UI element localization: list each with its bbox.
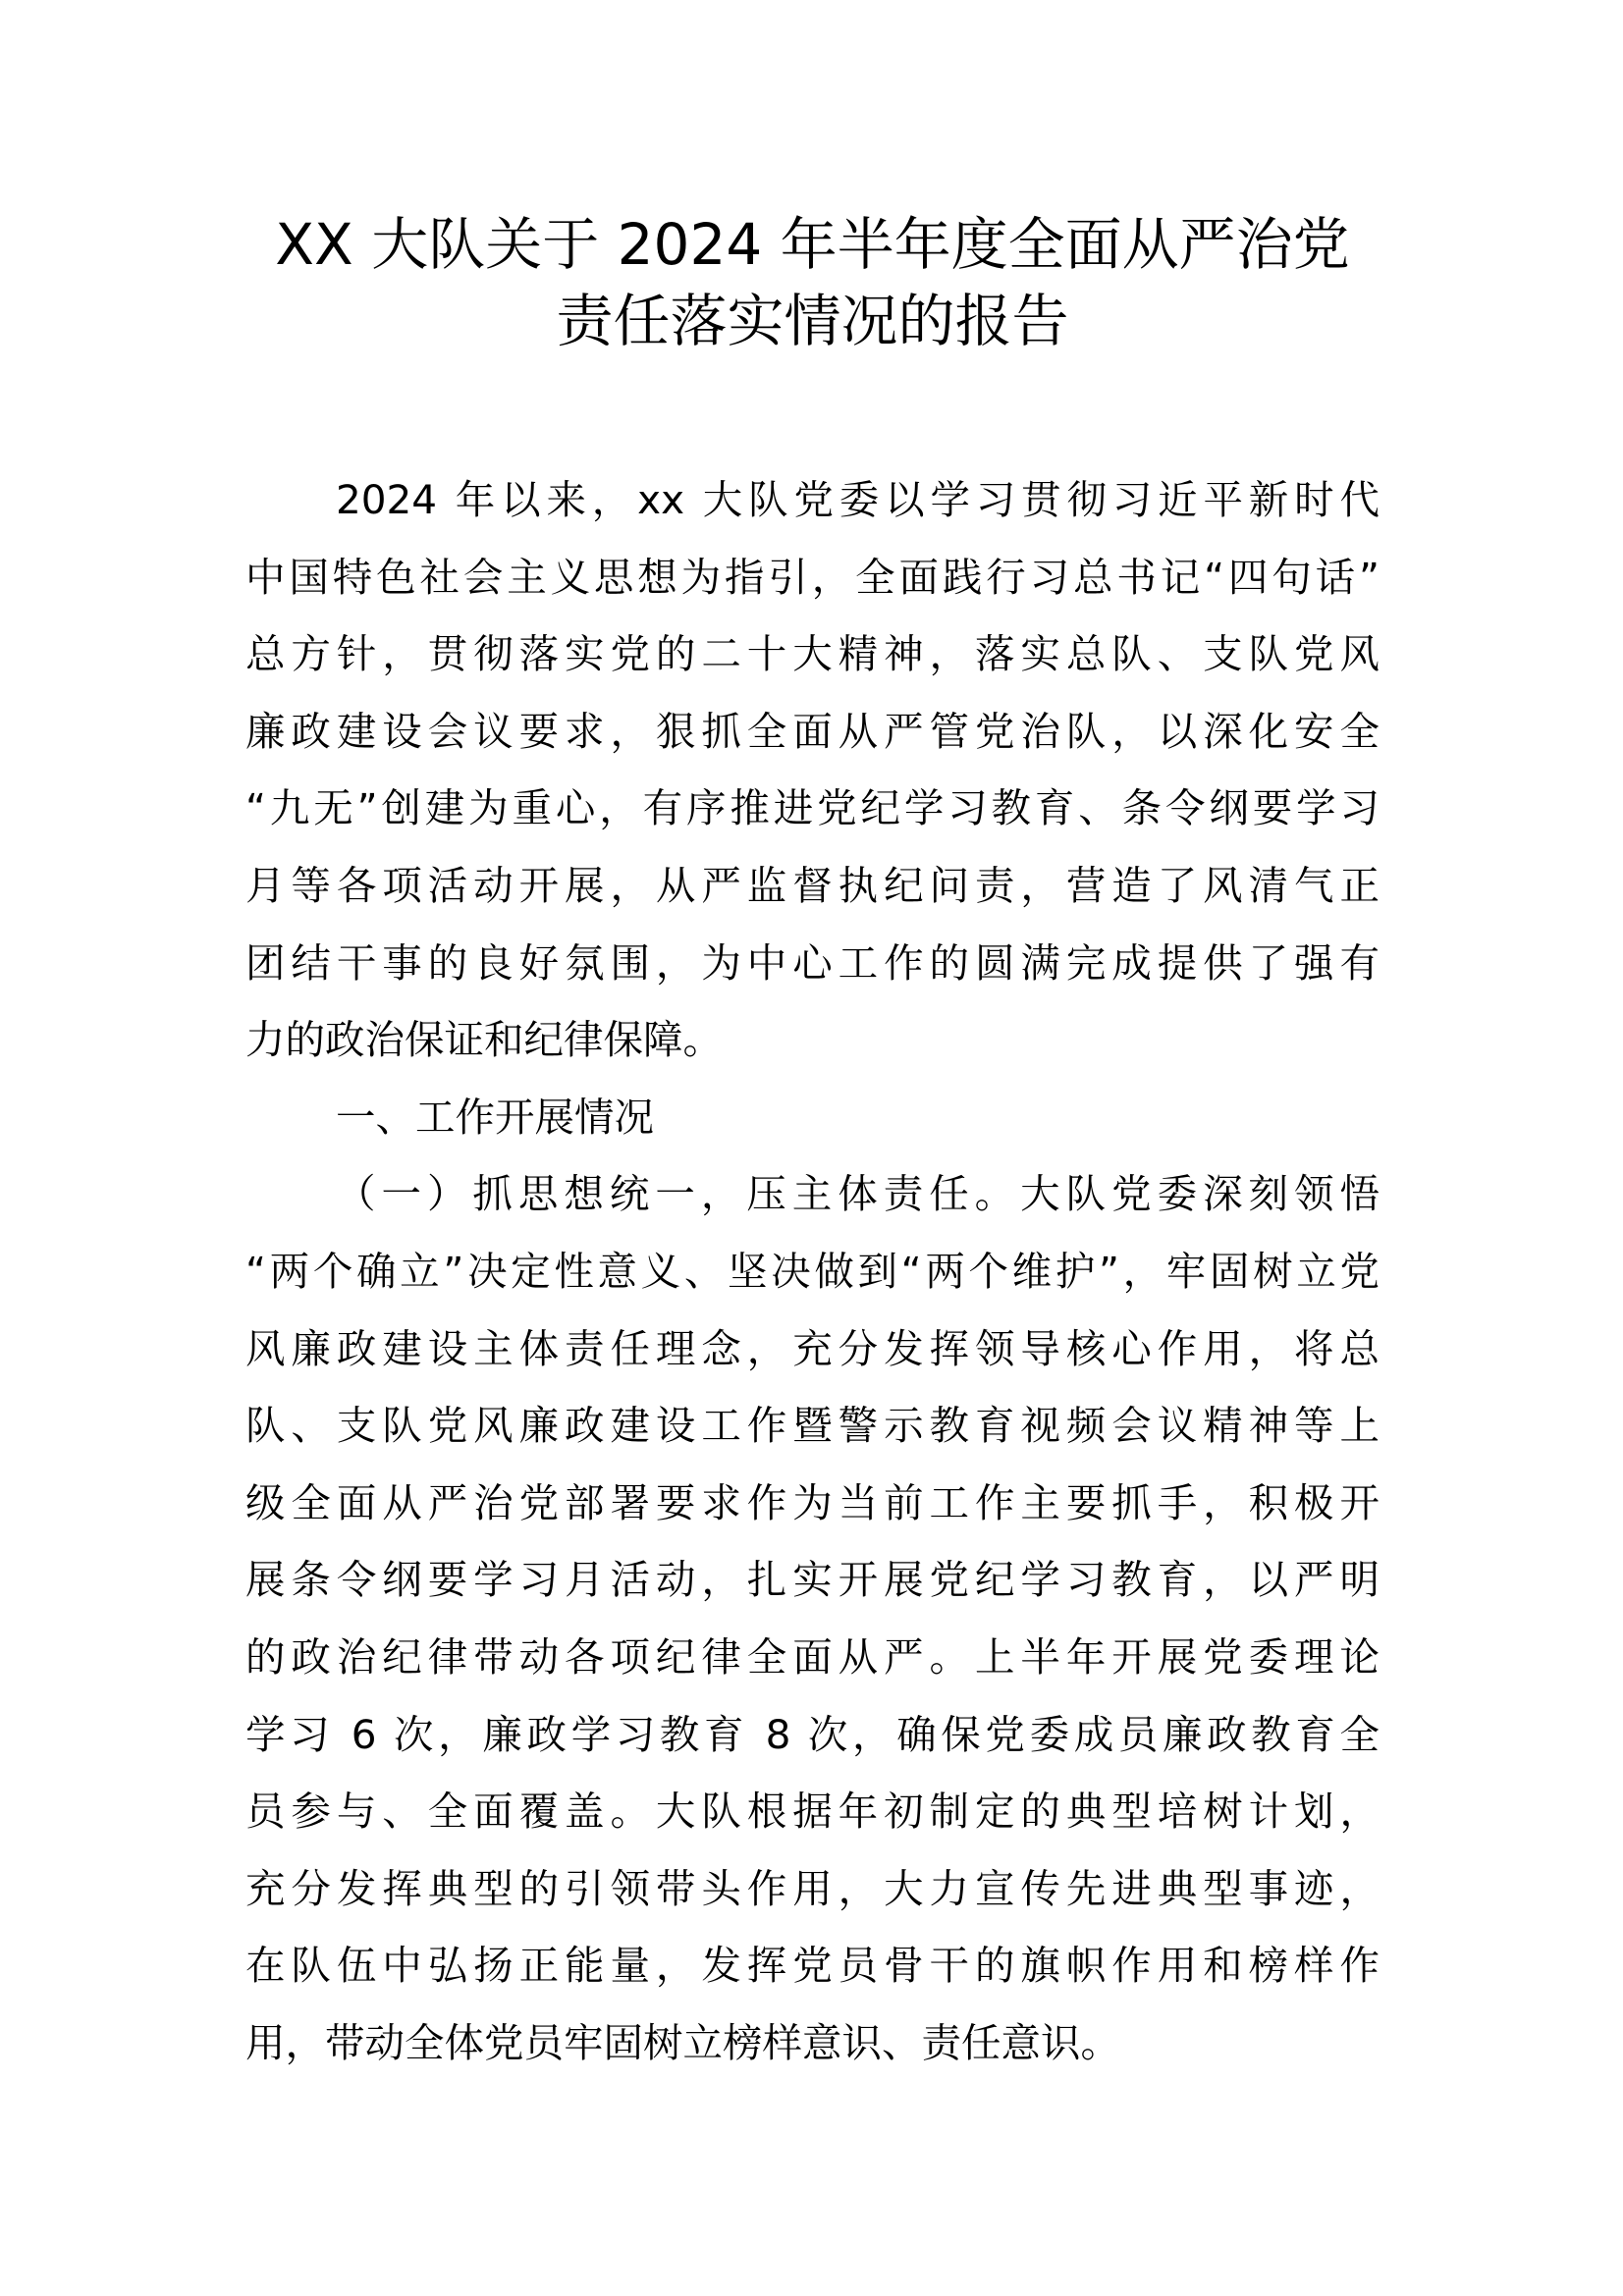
text-line: 团结干事的良好氛围，为中心工作的圆满完成提供了强有 [245,938,1380,987]
text-line: 队、支队党风廉政建设工作暨警示教育视频会议精神等上 [245,1402,1380,1450]
title-line-2: 责任落实情况的报告 [556,288,1069,354]
text-line: 在队伍中弘扬正能量，发挥党员骨干的旗帜作用和榜样作 [245,1942,1380,1990]
text-line: 中国特色社会主义思想为指引，全面践行习总书记“四句话” [245,553,1380,601]
document-title [245,206,1380,359]
text-line: 充分发挥典型的引领带头作用，大力宣传先进典型事迹， [245,1864,1380,1912]
text-line: “两个确立”决定性意义、坚决做到“两个维护”，牢固树立党 [245,1247,1380,1295]
text-line: 廉政建设会议要求，狠抓全面从严管党治队，以深化安全 [245,707,1380,755]
text-line: 力的政治保证和纪律保障。 [245,1016,723,1064]
text-line: 员参与、全面覆盖。大队根据年初制定的典型培树计划， [245,1788,1380,1836]
text-line: 月等各项活动开展，从严监督执纪问责，营造了风清气正 [245,861,1380,909]
text-line: 用，带动全体党员牢固树立榜样意识、责任意识。 [245,2018,1120,2066]
section-heading: 一、工作开展情况 [336,1093,654,1141]
text-line: 总方针，贯彻落实党的二十大精神，落实总队、支队党风 [245,630,1380,678]
title-line-1: XX 大队关于 2024 年半年度全面从严治党 [275,211,1350,278]
text-line: （一）抓思想统一，压主体责任。大队党委深刻领悟 [336,1170,1380,1218]
text-line: 学习 6 次，廉政学习教育 8 次，确保党委成员廉政教育全 [245,1710,1380,1758]
text-line: 风廉政建设主体责任理念，充分发挥领导核心作用，将总 [245,1324,1380,1372]
text-line: 2024 年以来，xx 大队党委以学习贯彻习近平新时代 [336,476,1380,523]
text-line: 展条令纲要学习月活动，扎实开展党纪学习教育，以严明 [245,1556,1380,1604]
text-line: 级全面从严治党部署要求作为当前工作主要抓手，积极开 [245,1478,1380,1526]
document-body [245,461,1380,2081]
text-line: “九无”创建为重心，有序推进党纪学习教育、条令纲要学习 [245,784,1380,832]
text-line: 的政治纪律带动各项纪律全面从严。上半年开展党委理论 [245,1632,1380,1681]
